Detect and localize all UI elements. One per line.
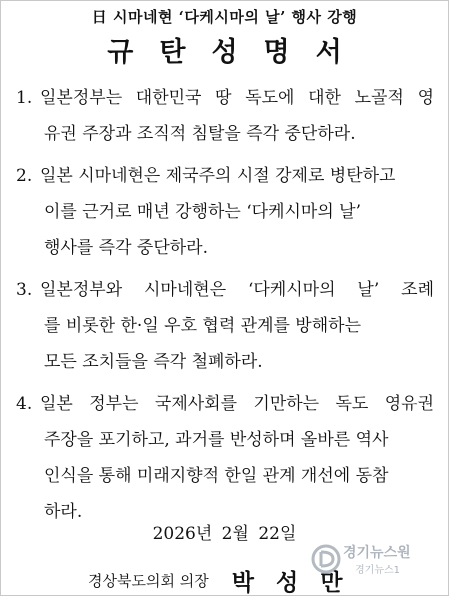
statement-date: 2026년 2월 22일 bbox=[152, 524, 297, 544]
item-text: 일본 정부는 국제사회를 기만하는 독도 영유권 bbox=[40, 394, 434, 414]
item-line: 를 비롯한 한·일 우호 협력 관계를 방해하는 bbox=[44, 316, 362, 336]
statement-item-3 bbox=[16, 272, 434, 380]
item-number: 4. bbox=[16, 394, 33, 414]
item-text: 일본정부와 시마네현은 ‘다케시마의 날’ 조례 bbox=[40, 280, 434, 300]
news-logo-icon bbox=[311, 544, 341, 574]
statement-header: 日 시마네현 ‘다케시마의 날’ 행사 강행 bbox=[91, 8, 358, 26]
statement-title: 규탄성명서 bbox=[107, 37, 368, 68]
item-number: 3. bbox=[16, 280, 33, 300]
item-line: 유권 주장과 조직적 침탈을 즉각 중단하라. bbox=[44, 124, 356, 144]
watermark-sub-text: 경기뉴스1 bbox=[355, 565, 401, 576]
item-line: 하라. bbox=[44, 502, 83, 522]
item-text: 일본 시마네현은 제국주의 시절 강제로 병탄하고 bbox=[40, 166, 396, 186]
item-line bbox=[16, 272, 434, 308]
item-line: 모든 조치들을 즉각 철폐하라. bbox=[44, 352, 263, 372]
item-number: 1. bbox=[16, 88, 33, 108]
watermark-main-text: 경기뉴스원 bbox=[343, 545, 411, 561]
news-watermark bbox=[311, 540, 441, 580]
statement-item-4 bbox=[16, 386, 434, 530]
item-line bbox=[16, 80, 434, 116]
item-line: 인식을 통해 미래지향적 한일 관계 개선에 동참 bbox=[44, 466, 389, 486]
item-line: 이를 근거로 매년 강행하는 ‘다케시마의 날’ bbox=[44, 202, 362, 222]
item-text: 일본정부는 대한민국 땅 독도에 대한 노골적 영 bbox=[40, 88, 434, 108]
item-line bbox=[16, 386, 434, 422]
signer-name: 박성만 bbox=[231, 569, 365, 596]
signer-role: 경상북도의회 의장 bbox=[88, 572, 209, 590]
statement-item-1 bbox=[16, 80, 434, 152]
statement-item-2 bbox=[16, 158, 434, 266]
item-line: 행사를 즉각 중단하라. bbox=[44, 238, 209, 258]
item-line bbox=[16, 158, 434, 194]
item-line: 주장을 포기하고, 과거를 반성하며 올바른 역사 bbox=[44, 430, 389, 450]
item-number: 2. bbox=[16, 166, 33, 186]
